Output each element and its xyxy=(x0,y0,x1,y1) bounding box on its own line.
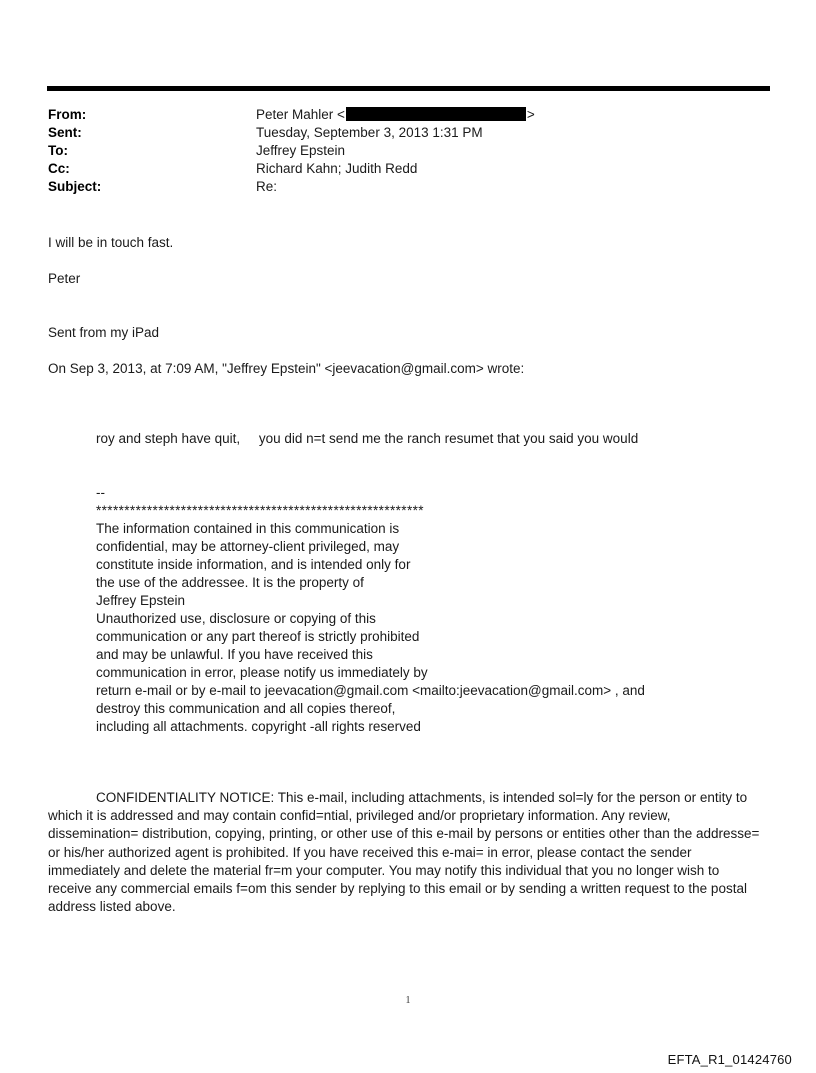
notice-line: address listed above. xyxy=(48,899,176,915)
header-divider xyxy=(47,86,770,91)
from-name: Peter Mahler < xyxy=(256,107,345,122)
notice-line: dissemination= distribution, copying, printing, or other use of this e-mail by persons or entities other than the addresse= xyxy=(48,826,760,842)
disclaimer-block xyxy=(96,520,736,736)
to-label: To: xyxy=(48,143,68,158)
disclaimer-line: constitute inside information, and is intended only for xyxy=(96,557,411,572)
notice-line: which it is addressed and may contain confid=ntial, privileged and/or proprietary information. Any review, xyxy=(48,808,671,824)
email-header xyxy=(48,106,768,196)
notice-line: receive any commercial emails f=om this sender by replying to this email or by sending a written request to the postal xyxy=(48,880,747,896)
sent-label: Sent: xyxy=(48,125,82,140)
cc-row xyxy=(48,160,768,178)
subject-row xyxy=(48,178,768,196)
from-row xyxy=(48,106,768,124)
disclaimer-line: confidential, may be attorney-client privileged, may xyxy=(96,539,400,554)
cc-label: Cc: xyxy=(48,161,70,176)
sent-row xyxy=(48,124,768,142)
quoted-message: roy and steph have quit, you did n=t send me the ranch resumet that you said you would xyxy=(96,431,639,446)
disclaimer-line: Unauthorized use, disclosure or copying of this xyxy=(96,611,376,626)
subject-value: Re: xyxy=(256,179,278,194)
subject-label: Subject: xyxy=(48,179,102,194)
signature-dashes: -- xyxy=(96,485,105,500)
bates-number: EFTA_R1_01424760 xyxy=(667,1052,792,1067)
notice-line: immediately and delete the material fr=m your computer. You may notify this individual that you no longer wish to xyxy=(48,862,720,878)
to-value: Jeffrey Epstein xyxy=(256,143,346,158)
sent-from-line: Sent from my iPad xyxy=(48,325,160,340)
disclaimer-line: including all attachments. copyright -all rights reserved xyxy=(96,719,421,734)
disclaimer-line: communication or any part thereof is strictly prohibited xyxy=(96,629,420,644)
disclaimer-line: The information contained in this communication is xyxy=(96,521,400,536)
cc-value: Richard Kahn; Judith Redd xyxy=(256,161,418,176)
from-label: From: xyxy=(48,107,87,122)
notice-line: CONFIDENTIALITY NOTICE: This e-mail, including attachments, is intended sol=ly for the person or entity to xyxy=(96,790,748,805)
disclaimer-line: destroy this communication and all copies thereof, xyxy=(96,701,396,716)
asterisk-rule: ********************************************************** xyxy=(96,503,424,518)
disclaimer-line: return e-mail or by e-mail to jeevacation@gmail.com <mailto:jeevacation@gmail.com> , and xyxy=(96,683,645,698)
notice-line: or his/her authorized agent is prohibited. If you have received this e-mai= in error, please contact the sender xyxy=(48,844,692,860)
from-suffix: > xyxy=(526,107,535,122)
page-number: 1 xyxy=(405,995,411,1006)
confidentiality-notice xyxy=(48,789,768,916)
disclaimer-line: and may be unlawful. If you have received this xyxy=(96,647,373,662)
disclaimer-line: Jeffrey Epstein xyxy=(96,593,186,608)
disclaimer-line: the use of the addressee. It is the property of xyxy=(96,575,364,590)
quote-intro: On Sep 3, 2013, at 7:09 AM, "Jeffrey Epstein" <jeevacation@gmail.com> wrote: xyxy=(48,361,525,376)
to-row xyxy=(48,142,768,160)
disclaimer-line: communication in error, please notify us immediately by xyxy=(96,665,428,680)
signature: Peter xyxy=(48,271,81,286)
redaction-block xyxy=(346,107,526,121)
sent-value: Tuesday, September 3, 2013 1:31 PM xyxy=(256,125,483,140)
from-value xyxy=(256,106,535,124)
body-line: I will be in touch fast. xyxy=(48,235,174,250)
